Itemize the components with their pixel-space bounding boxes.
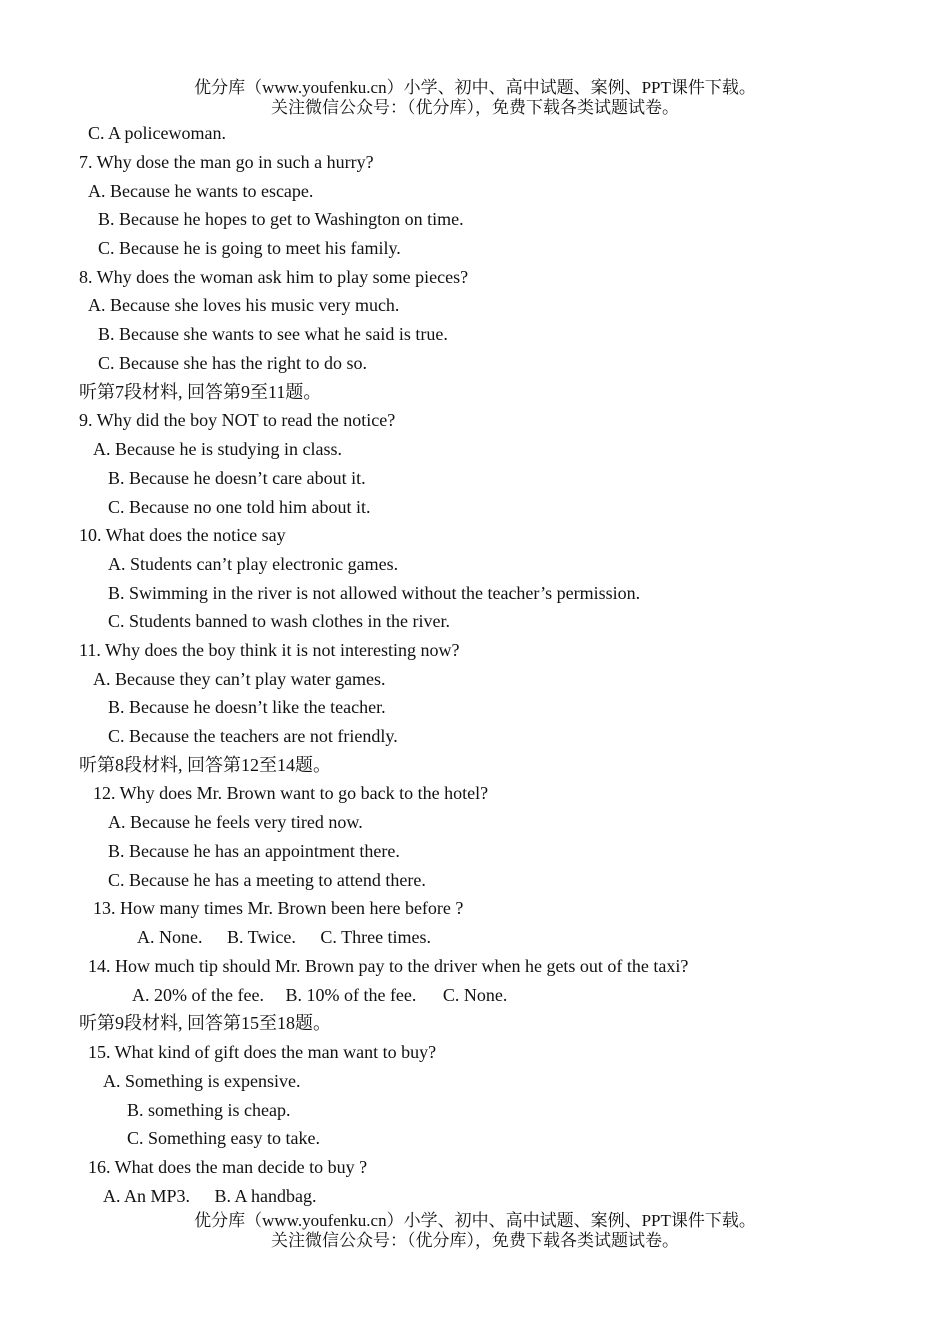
q8-option-c: C. Because she has the right to do so. xyxy=(98,353,367,373)
section-7-heading: 听第7段材料, 回答第9至11题。 xyxy=(79,382,322,402)
q16-stem: 16. What does the man decide to buy ? xyxy=(88,1157,368,1177)
q11-option-c: C. Because the teachers are not friendly. xyxy=(108,726,398,746)
q9-stem: 9. Why did the boy NOT to read the notice? xyxy=(79,410,396,430)
header-line-2: 关注微信公众号：（优分库），免费下载各类试题试卷。 xyxy=(271,98,679,117)
q11-option-b: B. Because he doesn’t like the teacher. xyxy=(108,697,386,717)
q7-option-b: B. Because he hopes to get to Washington on time. xyxy=(98,209,464,229)
header-line-1: 优分库（www.youfenku.cn）小学、初中、高中试题、案例、PPT课件下载。 xyxy=(194,78,756,97)
q12-option-c: C. Because he has a meeting to attend there. xyxy=(108,870,426,890)
q11-option-a: A. Because they can’t play water games. xyxy=(93,669,386,689)
q7-stem: 7. Why dose the man go in such a hurry? xyxy=(79,152,374,172)
q12-stem: 12. Why does Mr. Brown want to go back to the hotel? xyxy=(93,783,489,803)
q12-option-a: A. Because he feels very tired now. xyxy=(108,812,363,832)
q13-options xyxy=(137,926,431,948)
q15-stem: 15. What kind of gift does the man want to buy? xyxy=(88,1042,437,1062)
q9-option-c: C. Because no one told him about it. xyxy=(108,497,371,517)
q7-option-c: C. Because he is going to meet his family. xyxy=(98,238,401,258)
q10-option-a: A. Students can’t play electronic games. xyxy=(108,554,399,574)
section-9-heading: 听第9段材料, 回答第15至18题。 xyxy=(79,1013,331,1033)
q13-stem: 13. How many times Mr. Brown been here before ? xyxy=(93,898,464,918)
q10-option-b: B. Swimming in the river is not allowed without the teacher’s permission. xyxy=(108,583,641,603)
footer-line-2: 关注微信公众号：（优分库），免费下载各类试题试卷。 xyxy=(271,1231,679,1250)
q9-option-b: B. Because he doesn’t care about it. xyxy=(108,468,366,488)
q13-option-a: A. None. xyxy=(137,927,203,947)
q16-option-a: A. An MP3. xyxy=(103,1186,191,1206)
q14-option-c: C. None. xyxy=(442,985,508,1005)
q9-option-a: A. Because he is studying in class. xyxy=(93,439,342,459)
q14-stem: 14. How much tip should Mr. Brown pay to the driver when he gets out of the taxi? xyxy=(88,956,689,976)
footer-line-1: 优分库（www.youfenku.cn）小学、初中、高中试题、案例、PPT课件下载。 xyxy=(194,1211,756,1230)
q8-option-a: A. Because she loves his music very much. xyxy=(88,295,400,315)
q16-options xyxy=(103,1185,317,1207)
q15-option-a: A. Something is expensive. xyxy=(103,1071,301,1091)
q11-stem: 11. Why does the boy think it is not interesting now? xyxy=(79,640,460,660)
q14-option-a: A. 20% of the fee. xyxy=(132,985,264,1005)
section-8-heading: 听第8段材料, 回答第12至14题。 xyxy=(79,755,331,775)
q6-option-c: C. A policewoman. xyxy=(88,123,226,143)
q15-option-c: C. Something easy to take. xyxy=(127,1128,320,1148)
q12-option-b: B. Because he has an appointment there. xyxy=(108,841,400,861)
q7-option-a: A. Because he wants to escape. xyxy=(88,181,314,201)
q14-option-b: B. 10% of the fee. xyxy=(285,985,417,1005)
q13-option-b: B. Twice. xyxy=(227,927,296,947)
q10-option-c: C. Students banned to wash clothes in the river. xyxy=(108,611,450,631)
q8-stem: 8. Why does the woman ask him to play some pieces? xyxy=(79,267,469,287)
q15-option-b: B. something is cheap. xyxy=(127,1100,291,1120)
q10-stem: 10. What does the notice say xyxy=(79,525,286,545)
q14-options xyxy=(132,984,507,1006)
q16-option-b: B. A handbag. xyxy=(214,1186,317,1206)
q13-option-c: C. Three times. xyxy=(320,927,432,947)
q8-option-b: B. Because she wants to see what he said is true. xyxy=(98,324,448,344)
